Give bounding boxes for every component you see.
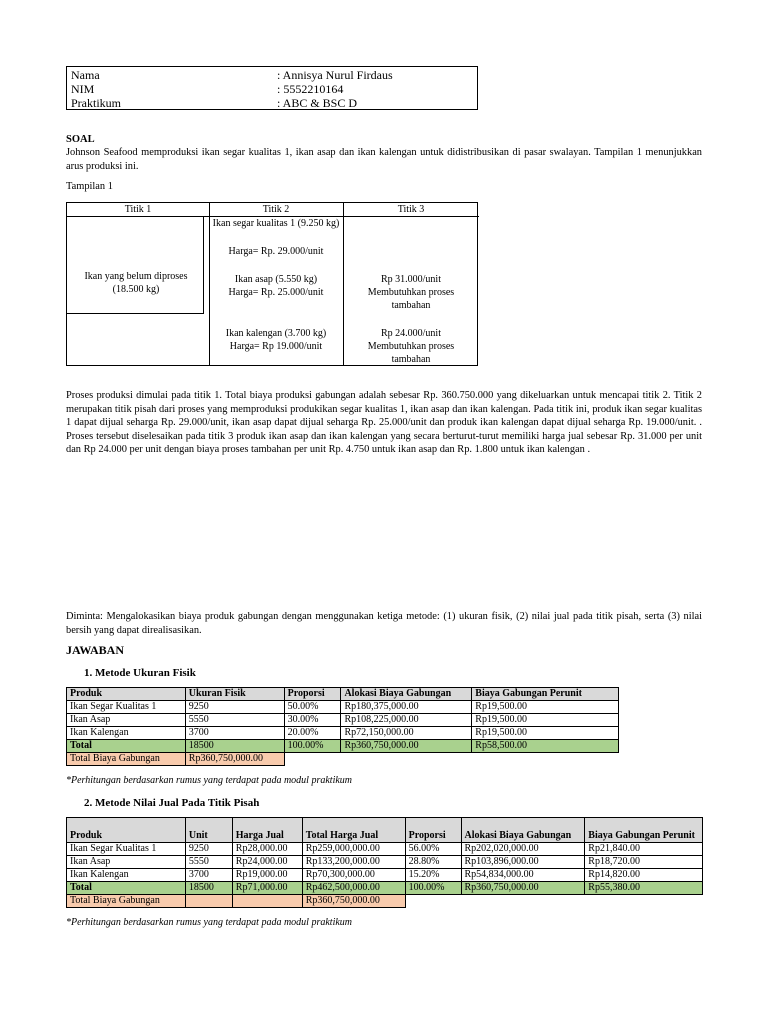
cell: 30.00%: [284, 714, 341, 727]
cell: 50.00%: [284, 701, 341, 714]
joint-cost-row: [67, 895, 703, 908]
soal-heading: SOAL: [66, 134, 95, 145]
task-statement: Diminta: Mengalokasikan biaya produk gabungan dengan menggunakan ketiga metode: (1) ukuran fisik, (2) nilai jual pada titik pisah, serta (3) nilai bersih yang dapat direalisasikan.: [66, 611, 702, 636]
joint-cost-label: Total Biaya Gabungan: [67, 895, 186, 908]
cell: Ikan Asap: [67, 856, 186, 869]
cell: Rp360,750,000.00: [461, 882, 585, 895]
cell: 15.20%: [405, 869, 461, 882]
empty-cell: [472, 753, 619, 766]
cell: Rp360,750,000.00: [341, 740, 472, 753]
cell: Total: [67, 882, 186, 895]
smoked-additional-process: Membutuhkan proses tambahan: [367, 287, 455, 311]
cell: Rp108,225,000.00: [341, 714, 472, 727]
cell: Rp14,820.00: [585, 869, 703, 882]
col-proporsi: Proporsi: [284, 688, 341, 701]
header-titik-1: Titik 1: [124, 204, 152, 215]
total-row: [67, 882, 703, 895]
table-row: [67, 727, 619, 740]
col-harga-jual: Harga Jual: [232, 818, 302, 843]
cell: Rp70,300,000.00: [302, 869, 405, 882]
col-alokasi: Alokasi Biaya Gabungan: [341, 688, 472, 701]
joint-cost-value: Rp360,750,000.00: [302, 895, 405, 908]
joint-cost-value: Rp360,750,000.00: [185, 753, 284, 766]
table-row: [67, 701, 619, 714]
cell: 5550: [185, 856, 232, 869]
col-ukuran-fisik: Ukuran Fisik: [185, 688, 284, 701]
cell: Rp72,150,000.00: [341, 727, 472, 740]
cell: 100.00%: [284, 740, 341, 753]
table-row: [67, 856, 703, 869]
canned-additional-process: Membutuhkan proses tambahan: [367, 341, 455, 365]
empty-cell: [284, 753, 341, 766]
cell: 3700: [185, 727, 284, 740]
cell: Rp462,500,000.00: [302, 882, 405, 895]
method1-title: 1. Metode Ukuran Fisik: [84, 667, 196, 679]
col-proporsi: Proporsi: [405, 818, 461, 843]
soal-text: Johnson Seafood memproduksi ikan segar kualitas 1, ikan asap dan ikan kalengan untuk didistribusikan di pasar swalayan. Tampilan 1 menunjukkan arus produksi ini.: [66, 147, 702, 172]
empty-cell: [585, 895, 703, 908]
nim-value: : 5552210164: [277, 82, 344, 96]
praktikum-label: Praktikum: [71, 96, 121, 110]
cell: Rp202,020,000.00: [461, 843, 585, 856]
empty-cell: [341, 753, 472, 766]
cell: 56.00%: [405, 843, 461, 856]
cell: 9250: [185, 843, 232, 856]
raw-fish-label: Ikan yang belum diproses (18.500 kg): [84, 271, 188, 295]
product-fresh-fish-price: Harga= Rp. 29.000/unit: [228, 246, 324, 257]
cell: 20.00%: [284, 727, 341, 740]
product-smoked-fish-price: Harga= Rp. 25.000/unit: [228, 287, 324, 298]
canned-final-price: Rp 24.000/unit: [380, 328, 441, 339]
method1-note: *Perhitungan berdasarkan rumus yang terdapat pada modul praktikum: [66, 775, 353, 786]
col-total-harga-jual: Total Harga Jual: [302, 818, 405, 843]
cell: Rp259,000,000.00: [302, 843, 405, 856]
cell: Rp55,380.00: [585, 882, 703, 895]
table-row: [67, 843, 703, 856]
col-produk: Produk: [67, 688, 186, 701]
header-titik-2: Titik 2: [262, 204, 290, 215]
method2-title: 2. Metode Nilai Jual Pada Titik Pisah: [84, 797, 260, 809]
smoked-final-price: Rp 31.000/unit: [380, 274, 441, 285]
product-smoked-fish: Ikan asap (5.550 kg): [234, 274, 318, 285]
name-value: : Annisya Nurul Firdaus: [277, 68, 393, 82]
empty-cell: [461, 895, 585, 908]
cell: Rp71,000.00: [232, 882, 302, 895]
product-canned-fish-price: Harga= Rp 19.000/unit: [229, 341, 323, 352]
joint-cost-label: Total Biaya Gabungan: [67, 753, 186, 766]
cell: Rp21,840.00: [585, 843, 703, 856]
table-header-row: [67, 818, 703, 843]
joint-cost-row: [67, 753, 619, 766]
table-header-row: [67, 688, 619, 701]
answer-heading: JAWABAN: [66, 643, 125, 657]
method2-table: [66, 817, 703, 908]
col-biaya-perunit: Biaya Gabungan Perunit: [472, 688, 619, 701]
cell: 28.80%: [405, 856, 461, 869]
cell: Rp18,720.00: [585, 856, 703, 869]
raw-fish-box: [67, 217, 204, 314]
name-label: Nama: [71, 68, 100, 82]
empty-cell: [185, 895, 232, 908]
cell: 9250: [185, 701, 284, 714]
total-row: [67, 740, 619, 753]
cell: Rp19,500.00: [472, 701, 619, 714]
method1-table: [66, 687, 619, 766]
cell: Rp24,000.00: [232, 856, 302, 869]
cell: Rp103,896,000.00: [461, 856, 585, 869]
cell: Rp180,375,000.00: [341, 701, 472, 714]
figure-label: Tampilan 1: [66, 181, 113, 192]
col-alokasi: Alokasi Biaya Gabungan: [461, 818, 585, 843]
col-produk: Produk: [67, 818, 186, 843]
production-flow-diagram: [66, 202, 478, 366]
empty-cell: [232, 895, 302, 908]
cell: 18500: [185, 740, 284, 753]
cell: 5550: [185, 714, 284, 727]
cell: Rp19,000.00: [232, 869, 302, 882]
col-biaya-perunit: Biaya Gabungan Perunit: [585, 818, 703, 843]
identity-box: [66, 66, 478, 110]
cell: Rp58,500.00: [472, 740, 619, 753]
praktikum-value: : ABC & BSC D: [277, 96, 358, 110]
cell: Ikan Kalengan: [67, 869, 186, 882]
cell: Ikan Segar Kualitas 1: [67, 701, 186, 714]
problem-paragraph: Proses produksi dimulai pada titik 1. Total biaya produksi gabungan adalah sebesar Rp. 360.750.000 yang dikeluarkan untuk mencapai titik 2. Titik 2 merupakan titik pisah dari proses yang memproduksi produkikan segar kualitas 1, ikan asap dan ikan kalengan. Pada titik ini, produk ikan segar kualitas 1 dapat dijual seharga Rp. 29.000/unit, ikan asap dapat dijual seharga Rp. 25.000/unit dan produk ikan kalengan dapat dijual seharga Rp. 19.000/unit. . Proses tersebut diselesaikan pada titik 3 produk ikan asap dan ikan kalengan yang secara berturut-turut memiliki harga jual sebesar Rp. 31.000 per unit dan Rp 24.000 per unit dengan biaya proses tambahan per unit Rp. 4.750 untuk ikan asap dan Rp. 1.800 untuk ikan kalengan .: [66, 390, 702, 456]
cell: Ikan Kalengan: [67, 727, 186, 740]
header-titik-3: Titik 3: [397, 204, 425, 215]
cell: Total: [67, 740, 186, 753]
cell: Rp19,500.00: [472, 714, 619, 727]
table-row: [67, 714, 619, 727]
cell: Ikan Asap: [67, 714, 186, 727]
product-fresh-fish: Ikan segar kualitas 1 (9.250 kg): [212, 218, 340, 229]
cell: Ikan Segar Kualitas 1: [67, 843, 186, 856]
cell: 3700: [185, 869, 232, 882]
nim-label: NIM: [71, 82, 95, 96]
table-row: [67, 869, 703, 882]
cell: 100.00%: [405, 882, 461, 895]
col-unit: Unit: [185, 818, 232, 843]
empty-cell: [405, 895, 461, 908]
cell: Rp133,200,000.00: [302, 856, 405, 869]
method2-note: *Perhitungan berdasarkan rumus yang terdapat pada modul praktikum: [66, 917, 353, 928]
cell: Rp19,500.00: [472, 727, 619, 740]
cell: Rp28,000.00: [232, 843, 302, 856]
cell: 18500: [185, 882, 232, 895]
cell: Rp54,834,000.00: [461, 869, 585, 882]
product-canned-fish: Ikan kalengan (3.700 kg): [225, 328, 327, 339]
